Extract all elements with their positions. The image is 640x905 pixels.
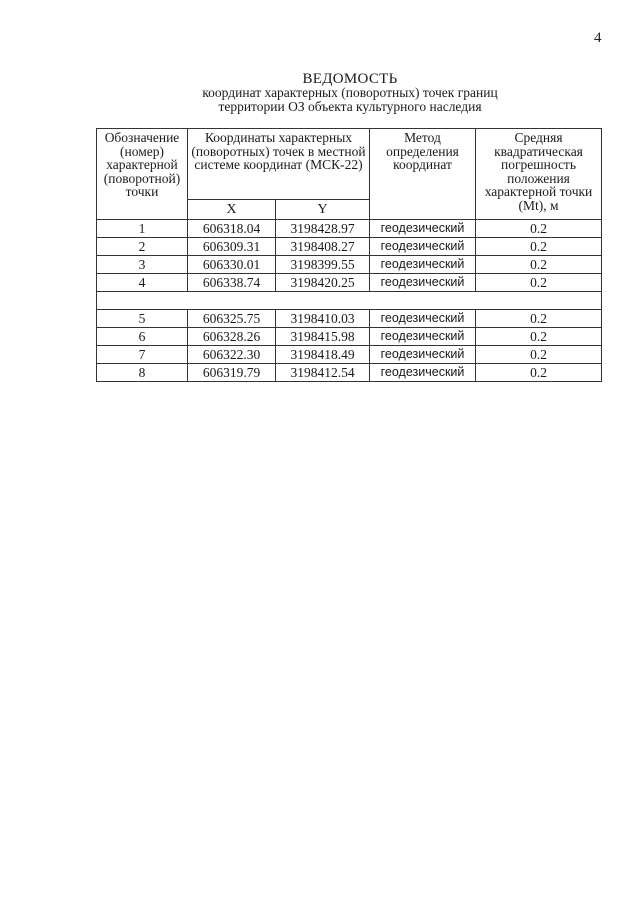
cell-point-number: 7 <box>97 346 188 364</box>
cell-x: 606330.01 <box>188 256 276 274</box>
header-y: Y <box>276 199 370 219</box>
cell-y: 3198399.55 <box>276 256 370 274</box>
cell-error: 0.2 <box>476 328 602 346</box>
cell-error: 0.2 <box>476 346 602 364</box>
document-title: ВЕДОМОСТЬ <box>302 71 398 87</box>
cell-method: геодезический <box>370 310 476 328</box>
cell-x: 606322.30 <box>188 346 276 364</box>
cell-y: 3198412.54 <box>276 364 370 382</box>
cell-error: 0.2 <box>476 274 602 292</box>
table-row <box>97 238 602 256</box>
table-header <box>97 129 602 220</box>
table-row <box>97 328 602 346</box>
cell-point-number: 6 <box>97 328 188 346</box>
cell-y: 3198415.98 <box>276 328 370 346</box>
cell-method: геодезический <box>370 328 476 346</box>
page-number: 4 <box>594 30 602 46</box>
header-designation: Обозначение (номер) характерной (поворотной) точки <box>97 129 188 220</box>
table-separator-row <box>97 292 602 310</box>
header-error: Средняя квадратическая погрешность положения характерной точки (Mt), м <box>476 129 602 220</box>
coordinates-table <box>96 128 602 382</box>
cell-method: геодезический <box>370 256 476 274</box>
cell-x: 606319.79 <box>188 364 276 382</box>
cell-y: 3198428.97 <box>276 220 370 238</box>
cell-y: 3198420.25 <box>276 274 370 292</box>
cell-point-number: 4 <box>97 274 188 292</box>
table-body <box>97 220 602 382</box>
cell-method: геодезический <box>370 346 476 364</box>
table-row <box>97 364 602 382</box>
cell-method: геодезический <box>370 274 476 292</box>
separator-cell <box>97 292 602 310</box>
table-row <box>97 310 602 328</box>
cell-method: геодезический <box>370 238 476 256</box>
cell-point-number: 2 <box>97 238 188 256</box>
cell-y: 3198418.49 <box>276 346 370 364</box>
document-subtitle-line-2: территории ОЗ объекта культурного наследия <box>218 99 482 114</box>
cell-x: 606328.26 <box>188 328 276 346</box>
cell-x: 606325.75 <box>188 310 276 328</box>
cell-x: 606318.04 <box>188 220 276 238</box>
cell-point-number: 5 <box>97 310 188 328</box>
cell-error: 0.2 <box>476 238 602 256</box>
cell-x: 606309.31 <box>188 238 276 256</box>
table-row <box>97 274 602 292</box>
table-row <box>97 346 602 364</box>
cell-x: 606338.74 <box>188 274 276 292</box>
cell-method: геодезический <box>370 364 476 382</box>
cell-error: 0.2 <box>476 220 602 238</box>
cell-error: 0.2 <box>476 256 602 274</box>
cell-point-number: 3 <box>97 256 188 274</box>
cell-y: 3198410.03 <box>276 310 370 328</box>
document-subtitle-line-1: координат характерных (поворотных) точек границ <box>202 85 498 100</box>
header-method: Метод определения координат <box>370 129 476 220</box>
header-coordinates: Координаты характерных (поворотных) точек в местной системе координат (МСК-22) <box>188 129 370 200</box>
cell-method: геодезический <box>370 220 476 238</box>
cell-error: 0.2 <box>476 364 602 382</box>
document-title-block <box>150 72 550 114</box>
cell-point-number: 1 <box>97 220 188 238</box>
cell-y: 3198408.27 <box>276 238 370 256</box>
table-row <box>97 220 602 238</box>
header-x: X <box>188 199 276 219</box>
cell-point-number: 8 <box>97 364 188 382</box>
table-row <box>97 256 602 274</box>
cell-error: 0.2 <box>476 310 602 328</box>
